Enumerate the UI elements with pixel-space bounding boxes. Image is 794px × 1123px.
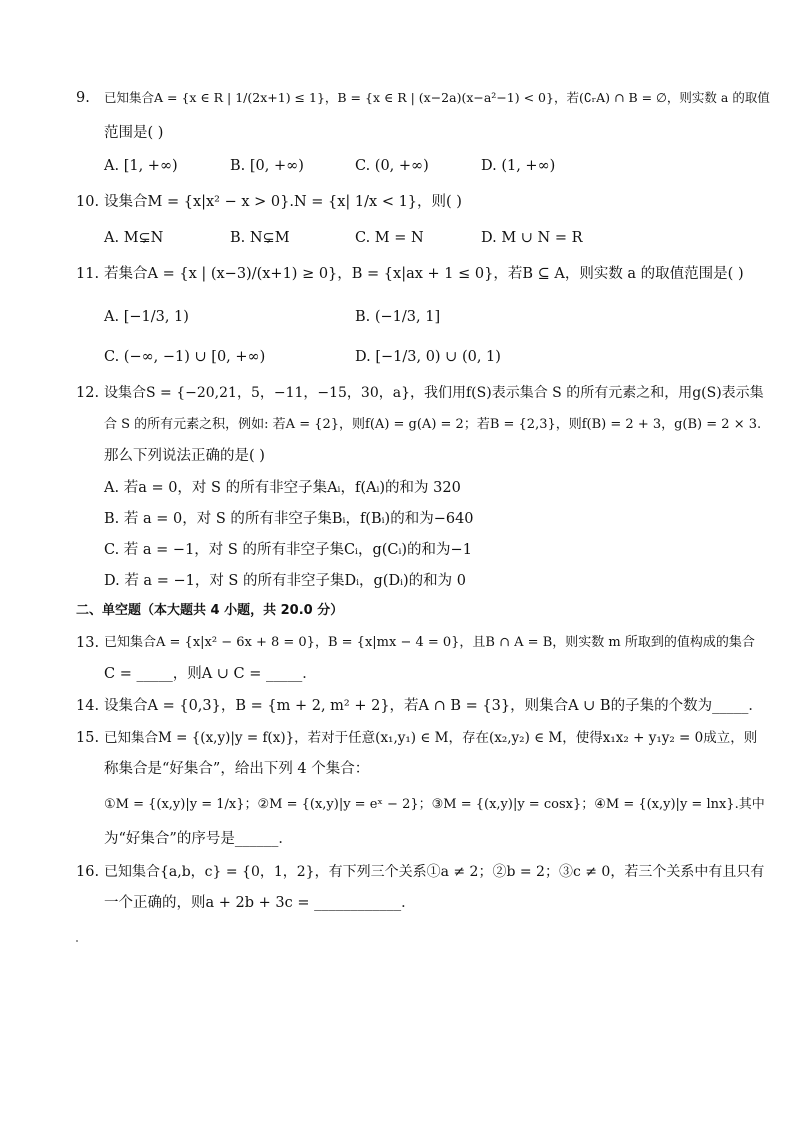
question-9-option-b: B. [0, +∞): [230, 158, 304, 174]
question-9-number: 9.: [76, 90, 90, 106]
question-9-option-a: A. [1, +∞): [104, 158, 178, 174]
question-11-line-1: 若集合A = {x | (x−3)/(x+1) ≥ 0}，B = {x|ax + 1 ≤ 0}，若B ⊆ A，则实数 a 的取值范围是( ): [104, 266, 744, 282]
question-12-option-d: D. 若 a = −1，对 S 的所有非空子集Dᵢ，g(Dᵢ)的和为 0: [104, 573, 466, 589]
question-12-line-1: 设集合S = {−20,21，5，−11，−15，30，a}，我们用f(S)表示集合 S 的所有元素之和，用g(S)表示集: [104, 385, 764, 401]
question-13-line-1: 已知集合A = {x|x² − 6x + 8 = 0}，B = {x|mx − 4 = 0}，且B ∩ A = B，则实数 m 所取到的值构成的集合: [104, 635, 755, 650]
question-10-option-d: D. M ∪ N = R: [481, 230, 583, 246]
question-15-line-4: 为“好集合”的序号是______．: [104, 831, 293, 847]
question-10-option-b: B. N⊊M: [230, 230, 290, 246]
question-11-number: 11.: [76, 266, 100, 282]
question-10-line-1: 设集合M = {x|x² − x > 0}.N = {x| 1/x < 1}，则( ): [104, 194, 462, 210]
question-16-line-1: 已知集合{a,b，c} = {0，1，2}，有下列三个关系①a ≠ 2；②b = 2；③c ≠ 0，若三个关系中有且只有: [104, 864, 765, 880]
question-9-option-c: C. (0, +∞): [355, 158, 429, 174]
question-15-line-2: 称集合是“好集合”，给出下列 4 个集合：: [104, 761, 370, 777]
question-12-line-3: 那么下列说法正确的是( ): [104, 448, 265, 464]
question-15-line-3: ①M = {(x,y)|y = 1/x}；②M = {(x,y)|y = eˣ − 2}；③M = {(x,y)|y = cosx}；④M = {(x,y)|y = lnx}.其中: [104, 797, 765, 812]
question-15-line-1: 已知集合M = {(x,y)|y = f(x)}，若对于任意(x₁,y₁) ∈ M，存在(x₂,y₂) ∈ M，使得x₁x₂ + y₁y₂ = 0成立，则: [104, 730, 758, 746]
question-11-option-b: B. (−1/3, 1]: [355, 309, 441, 325]
question-9-option-d: D. (1, +∞): [481, 158, 556, 174]
question-10-option-a: A. M⊊N: [104, 230, 164, 246]
question-9-line-1: 已知集合A = {x ∈ R | 1/(2x+1) ≤ 1}，B = {x ∈ R | (x−2a)(x−a²−1) < 0}，若(∁ᵣA) ∩ B = ∅，则实数 a 的取值: [104, 90, 770, 105]
question-10-number: 10.: [76, 194, 100, 210]
question-11-option-c: C. (−∞, −1) ∪ [0, +∞): [104, 349, 266, 365]
question-13-number: 13.: [76, 635, 100, 651]
question-15-number: 15.: [76, 730, 100, 746]
question-13-line-2: C = _____，则A ∪ C = _____．: [104, 666, 317, 682]
section-2-heading: 二、单空题（本大题共 4 小题，共 20.0 分）: [76, 603, 344, 618]
question-11-option-d: D. [−1/3, 0) ∪ (0, 1): [355, 349, 501, 365]
question-16-number: 16.: [76, 864, 100, 880]
question-14-number: 14.: [76, 698, 100, 714]
question-16-line-2: 一个正确的，则a + 2b + 3c = ____________．: [104, 895, 416, 911]
question-12-number: 12.: [76, 385, 100, 401]
question-12-option-b: B. 若 a = 0，对 S 的所有非空子集Bᵢ，f(Bᵢ)的和为−640: [104, 511, 474, 527]
question-9-line-2: 范围是( ): [104, 125, 164, 141]
question-14-line-1: 设集合A = {0,3}，B = {m + 2, m² + 2}，若A ∩ B = {3}，则集合A ∪ B的子集的个数为_____．: [104, 698, 763, 714]
question-12-line-2: 合 S 的所有元素之积，例如: 若A = {2}，则f(A) = g(A) = 2；若B = {2,3}，则f(B) = 2 + 3，g(B) = 2 × 3.: [104, 417, 762, 432]
question-10-option-c: C. M = N: [355, 230, 424, 246]
question-11-option-a: A. [−1/3, 1): [104, 309, 189, 325]
page-mark: [76, 940, 78, 942]
question-12-option-c: C. 若 a = −1，对 S 的所有非空子集Cᵢ，g(Cᵢ)的和为−1: [104, 542, 472, 558]
question-12-option-a: A. 若a = 0，对 S 的所有非空子集Aᵢ，f(Aᵢ)的和为 320: [104, 480, 461, 496]
